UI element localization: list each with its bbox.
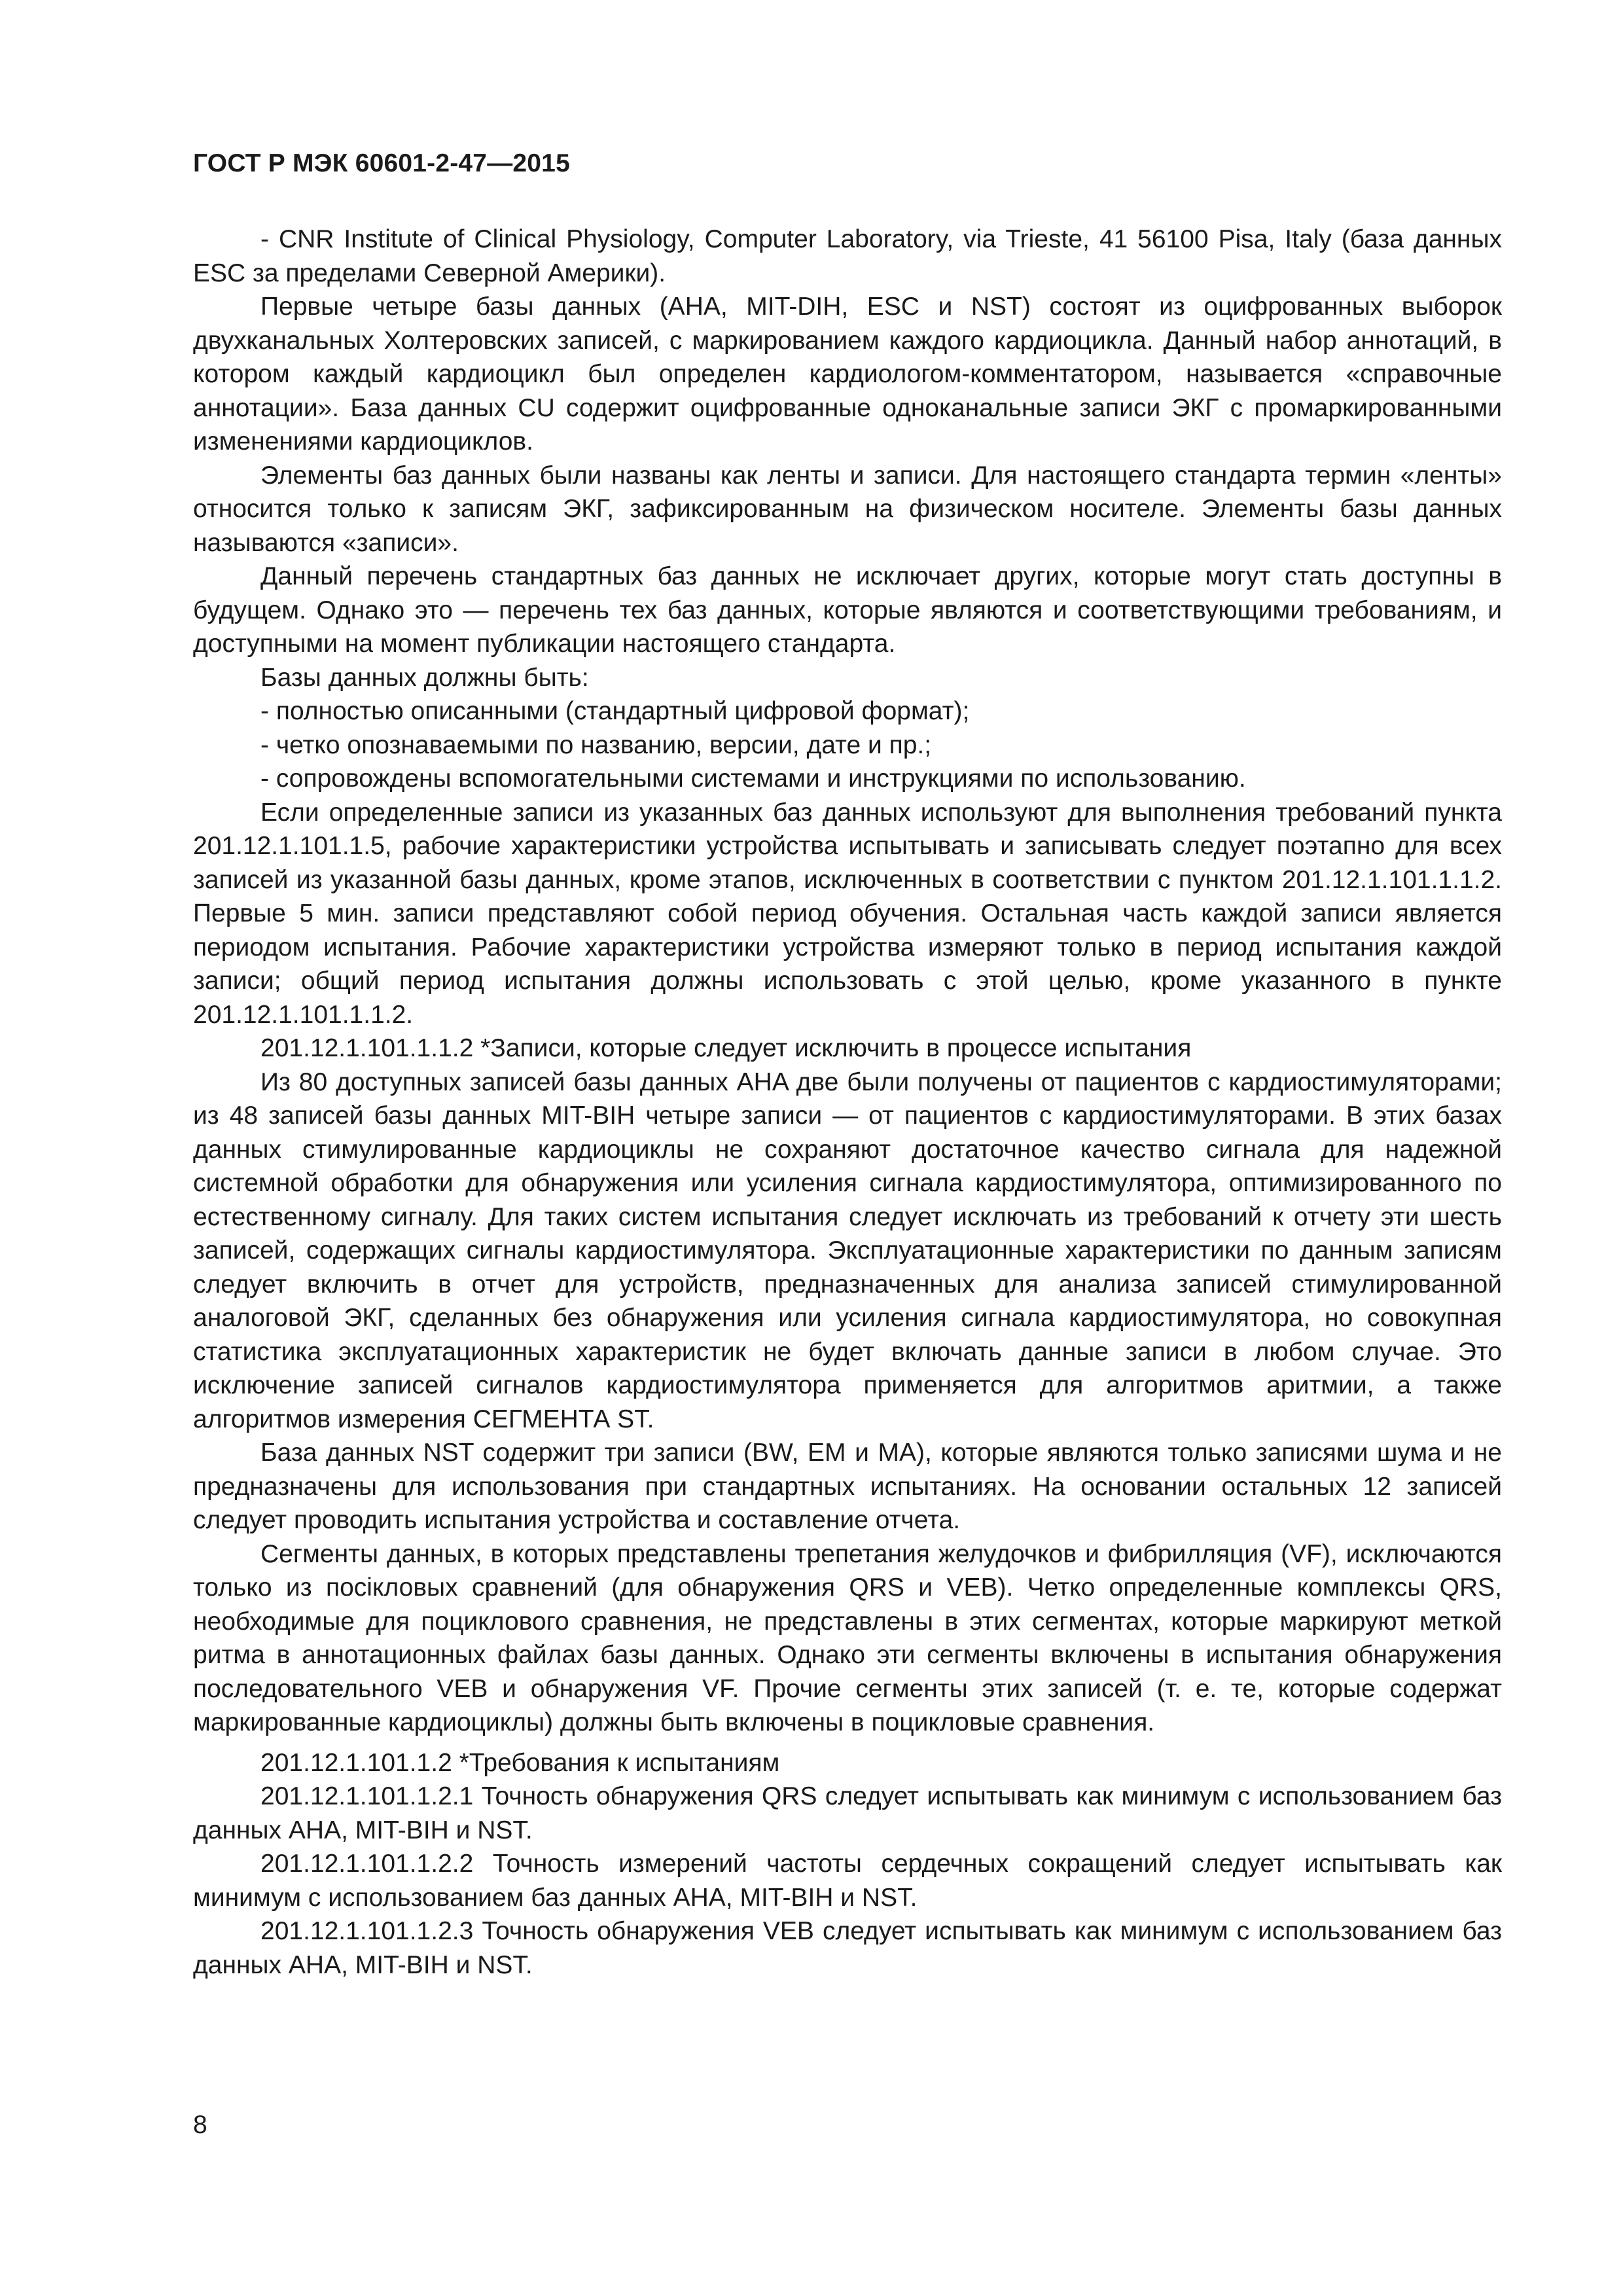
list-item: - сопровождены вспомогательными системами и инструкциями по использованию. <box>260 764 1246 793</box>
paragraph-tapes-records: Элементы баз данных были названы как ленты и записи. Для настоящего стандарта термин «ленты» относится только к записям ЭКГ, зафиксированным на физическом носителе. Элементы базы данных называются «записи». <box>193 461 1502 557</box>
paragraph-vf-segments: Сегменты данных, в которых представлены трепетания желудочков и фибрилляция (VF), исключаются только из пociкловых сравнений (для обнаружения QRS и VEB). Четко определенные комплексы QRS, необходимые для поциклового сравнения, не представлены в этих сегментах, которые маркируют меткой ритма в аннотационных файлах базы данных. Однако эти сегменты включены в испытания обнаружения последовательного VEB и обнаружения VF. Прочие сегменты этих записей (т. е. те, которые содержат маркированные кардиоциклы) должны быть включены в поцикловые сравнения. <box>193 1539 1502 1736</box>
paragraph-testing-procedure: Если определенные записи из указанных баз данных используют для выполнения требований пункта 201.12.1.101.1.5, рабочие характеристики устройства испытывать и записывать следует поэтапно для всех записей из указанной базы данных, кроме этапов, исключенных в соответствии с пунктом 201.12.1.101.1.1.2. Первые 5 мин. записи представляют собой период обучения. Остальная часть каждой записи является периодом испытания. Рабочие характеристики устройства измеряют только в период испытания каждой записи; общий период испытания должны использовать с этой целью, кроме указанного в пункте 201.12.1.101.1.1.2. <box>193 798 1502 1029</box>
list-item: - полностью описанными (стандартный цифровой формат); <box>260 697 970 725</box>
paragraph-heart-rate-accuracy: 201.12.1.101.1.2.2 Точность измерений частоты сердечных сокращений следует испытывать как минимум с использованием баз данных AHA, MIT-BIH и NST. <box>193 1850 1502 1912</box>
list-item: - четко опознаваемыми по названию, версии, дате и пр.; <box>260 730 932 759</box>
paragraph-databases-intro: Первые четыре базы данных (AHA, MIT-DIH, ESC и NST) состоят из оцифрованных выборок двухканальных Холтеровских записей, с маркированием каждого кардиоцикла. Данный набор аннотаций, в котором каждый кардиоцикл был определен кардиологом-комментатором, называется «справочные аннотации». База данных CU содержит оцифрованные одноканальные записи ЭКГ с промаркированными изменениями кардиоциклов. <box>193 293 1502 456</box>
paragraph-pacemaker-records: Из 80 доступных записей базы данных AHA две были получены от пациентов с кардиостимуляторами; из 48 записей базы данных MIT-BIH четыре записи — от пациентов с кардиостимуляторами. В этих базах данных стимулированные кардиоциклы не сохраняют достаточное качество сигнала для надежной системной обработки для обнаружения или усиления сигнала кардиостимулятора, оптимизированного по естественному сигналу. Для таких систем испытания следует исключать из требований к отчету эти шесть записей, содержащих сигналы кардиостимулятора. Эксплуатационные характеристики по данным записям следует включить в отчет для устройств, предназначенных для анализа записей стимулированной аналоговой ЭКГ, сделанных без обнаружения или усиления сигнала кардиостимулятора, но совокупная статистика эксплуатационных характеристик не будет включать данные записи в любом случае. Это исключение записей сигналов кардиостимулятора применяется для алгоритмов аритмии, а также алгоритмов измерения СЕГМЕНТА ST. <box>193 1067 1502 1433</box>
paragraph-veb-accuracy: 201.12.1.101.1.2.3 Точность обнаружения VEB следует испытывать как минимум с использованием баз данных AHA, MIT-BIH и NST. <box>193 1917 1502 1979</box>
document-header: ГОСТ Р МЭК 60601-2-47—2015 <box>193 149 570 177</box>
paragraph-institute: - CNR Institute of Clinical Physiology, Computer Laboratory, via Trieste, 41 56100 Pisa, Italy (база данных ESC за пределами Северной Америки). <box>193 225 1502 287</box>
section-heading-test-requirements: 201.12.1.101.1.2 *Требования к испытаниям <box>260 1748 780 1777</box>
paragraph-list-disclaimer: Данный перечень стандартных баз данных не исключает других, которые могут стать доступны в будущем. Однако это — перечень тех баз данных, которые являются и соответствующими требованиям, и доступными на момент публикации настоящего стандарта. <box>193 562 1502 658</box>
paragraph-requirements-lead: Базы данных должны быть: <box>260 663 589 692</box>
paragraph-qrs-accuracy: 201.12.1.101.1.2.1 Точность обнаружения QRS следует испытывать как минимум с использованием баз данных AHA, MIT-BIH и NST. <box>193 1782 1502 1844</box>
page-number: 8 <box>193 2111 207 2139</box>
document-body <box>193 223 1502 1982</box>
section-heading-exclusions: 201.12.1.101.1.1.2 *Записи, которые следует исключить в процессе испытания <box>260 1034 1192 1062</box>
paragraph-nst-noise: База данных NST содержит три записи (BW, EM и MA), которые являются только записями шума и не предназначены для использования при стандартных испытаниях. На основании остальных 12 записей следует проводить испытания устройства и составление отчета. <box>193 1439 1502 1534</box>
